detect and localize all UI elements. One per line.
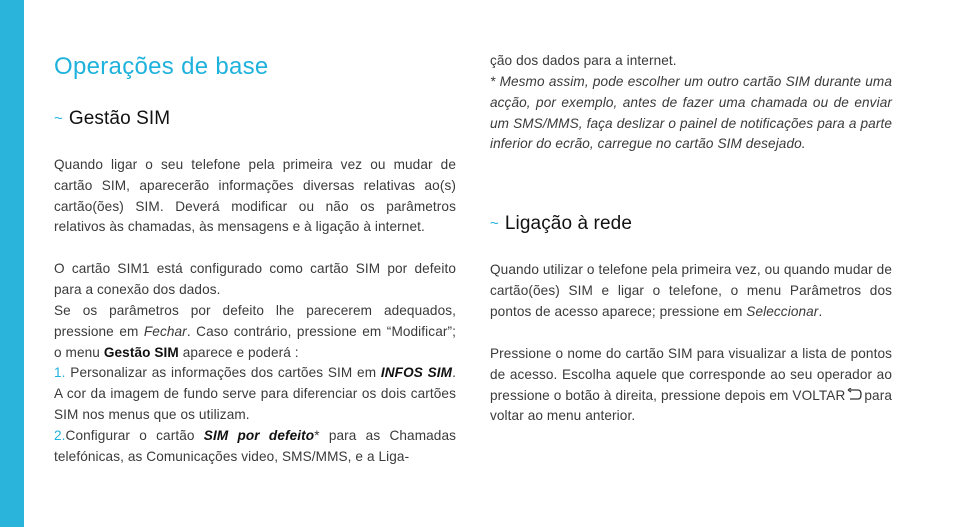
section-title-ligacao-rede [490,214,632,236]
section-title-text: Ligação à rede [504,213,632,234]
paragraph-access-points [490,344,892,427]
list-number: 2. [54,428,66,443]
paragraph-intro: Quando ligar o seu telefone pela primeira vez ou mudar de cartão SIM, aparecerão informações diversas relativas ao(s) cartão(ões) SIM. Deverá modificar ou não os parâmetros relativos às chamadas, às mensagens e à ligação à internet. [54,157,456,235]
text-run: * para as Chamadas telefónicas, as Comunicações video, SMS/MMS, e a Liga- [54,428,456,464]
seleccionar-term: Seleccionar [746,303,819,319]
list-item-1 [54,363,456,425]
text-run: Se os parâmetros por defeito lhe parecerem adequados, pressione em [54,303,456,339]
list-number: 1. [54,365,66,380]
fechar-term: Fechar [143,323,187,339]
section-title-text: Gestão SIM [68,108,171,129]
text-run: . [818,303,823,319]
paragraph-default-params [54,301,456,363]
text-run: Personalizar as informações dos cartões SIM em [65,365,381,380]
text-run: para voltar ao menu anterior. [490,387,892,424]
sim-por-defeito-term: SIM por defeito [203,428,315,443]
text-run: Pressione o nome do cartão SIM para visualizar a lista de pontos de acesso. Escolha aquele que corresponde ao seu operador ao pressione o botão à direita, pressione depois em VOLTAR [490,346,892,403]
paragraph-continuation: ção dos dados para a internet. [490,53,677,68]
text-run: Quando utilizar o telefone pela primeira vez, ou quando mudar de cartão(ões) SIM e ligar o telefone, o menu Parâmetros dos pontos de acesso aparece; pressione em [490,262,892,319]
paragraph-sim1-default: O cartão SIM1 está configurado como cartão SIM por defeito para a conexão dos dados. [54,261,456,297]
paragraph-footnote: * Mesmo assim, pode escolher um outro cartão SIM durante uma acção, por exemplo, antes de fazer uma chamada ou de enviar um SMS/MMS, faça deslizar o painel de notificações para a parte inferior do ecrão, carregue no cartão SIM desejado. [490,74,892,152]
paragraph-first-use [490,260,892,322]
infos-sim-term: INFOS SIM [380,365,453,380]
side-accent-bar [0,0,24,527]
text-run: aparece e poderá : [178,344,299,360]
tilde-marker: ~ [54,110,63,127]
list-item-2 [54,426,456,468]
text-run: . A cor da imagem de fundo serve para diferenciar os dois cartões SIM nos menus que os utilizam. [54,365,456,422]
text-run: Configurar o cartão [65,428,204,443]
tilde-marker: ~ [490,215,499,232]
section-title-gestao-sim [54,109,170,131]
menu-name-gestao-sim: Gestão SIM [103,344,179,360]
back-arrow-icon [847,388,862,401]
text-run: . Caso contrário, pressione em “Modificar”; o menu [54,323,456,360]
page-title: Operações de base [54,53,269,80]
